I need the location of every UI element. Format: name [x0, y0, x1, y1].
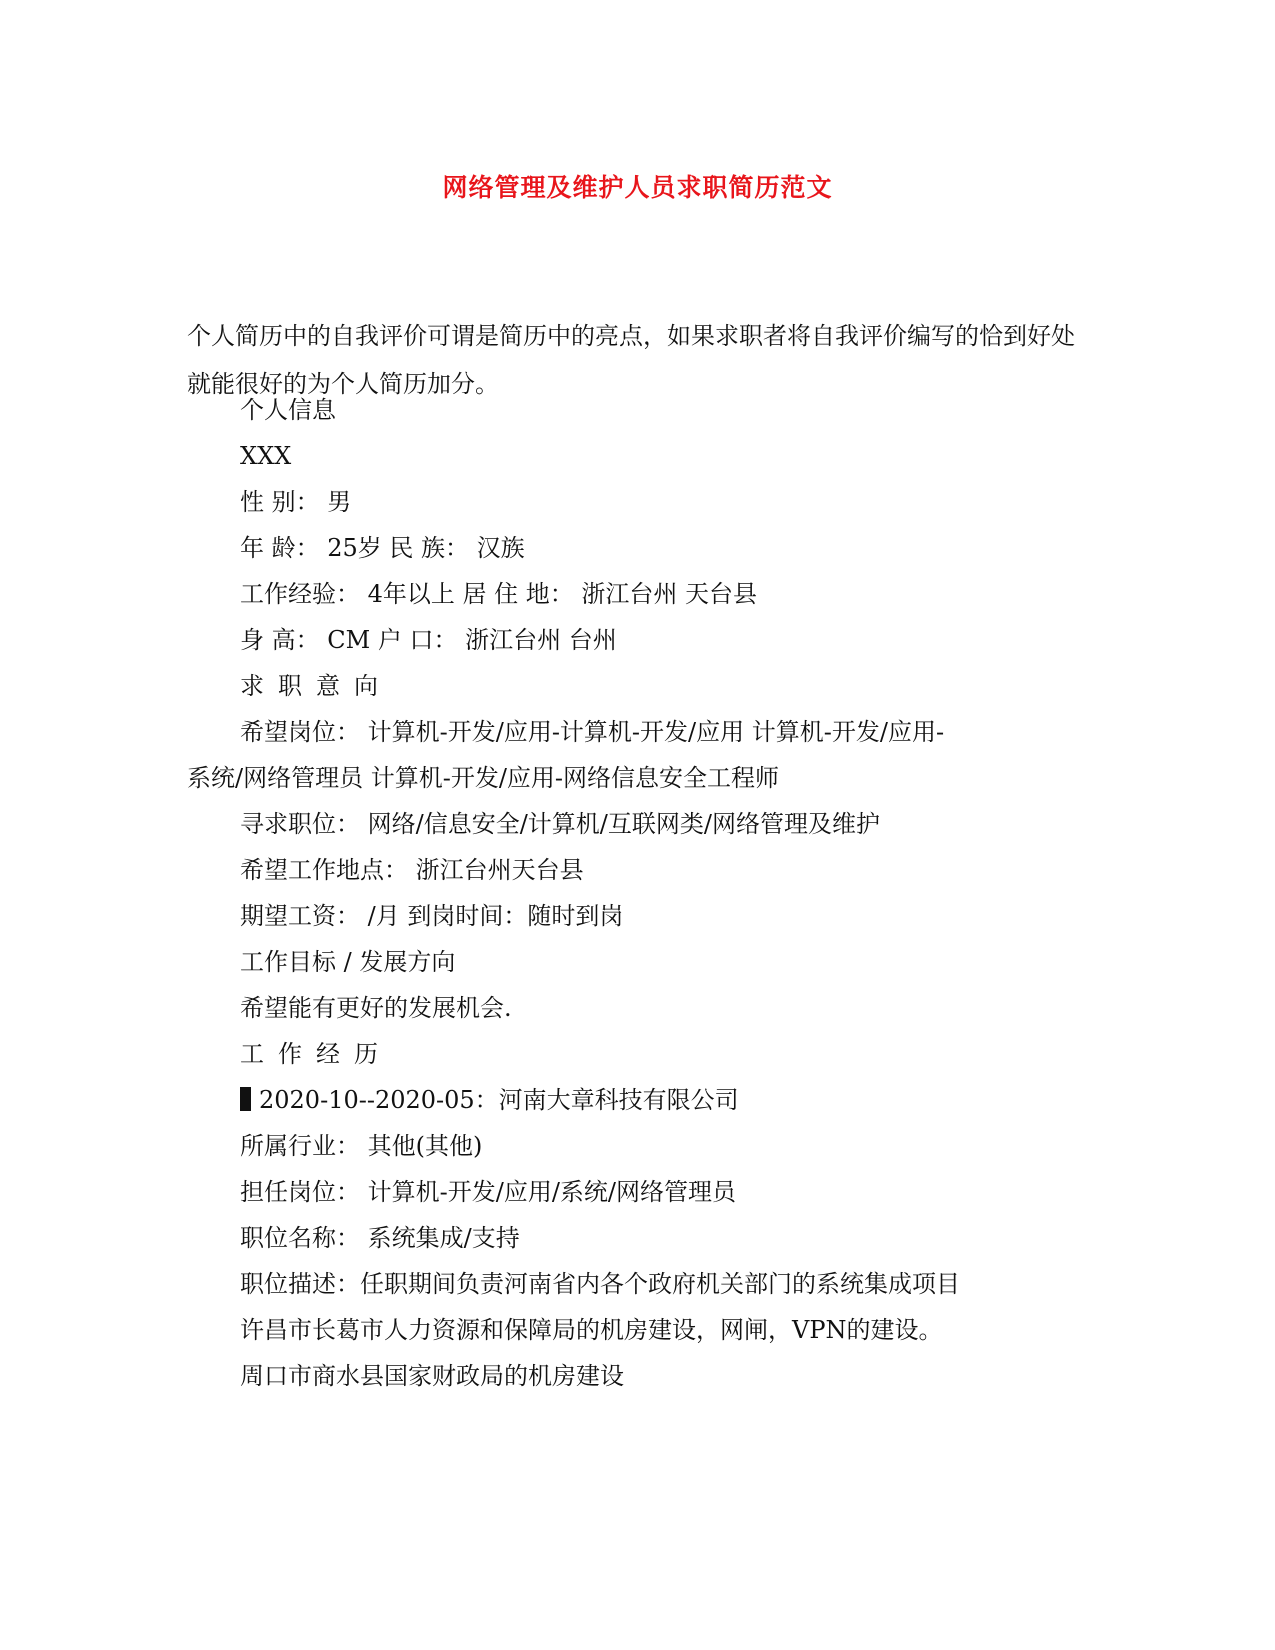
goal-line: 希望能有更好的发展机会.	[240, 994, 512, 1022]
name-line: XXX	[240, 442, 292, 470]
desired-position-line-1: 希望岗位： 计算机-开发/应用-计算机-开发/应用 计算机-开发/应用-	[240, 718, 945, 746]
height-hukou-line: 身 高： CM 户 口： 浙江台州 台州	[240, 626, 617, 654]
project-line-2: 周口市商水县国家财政局的机房建设	[240, 1362, 624, 1390]
desired-location-line: 希望工作地点： 浙江台州天台县	[240, 856, 584, 884]
goal-heading: 工作目标 / 发展方向	[240, 948, 456, 976]
job-period-line	[240, 1084, 739, 1116]
job-intention-heading: 求职意向	[240, 672, 392, 700]
position-name-line: 职位名称： 系统集成/支持	[240, 1224, 520, 1252]
sought-position-line: 寻求职位： 网络/信息安全/计算机/互联网类/网络管理及维护	[240, 810, 880, 838]
project-line-1: 许昌市长葛市人力资源和保障局的机房建设，网闸，VPN的建设。	[240, 1316, 943, 1344]
age-ethnicity-line: 年 龄： 25岁 民 族： 汉族	[240, 534, 525, 562]
personal-info-heading: 个人信息	[240, 396, 336, 424]
gender-line: 性 别： 男	[240, 488, 352, 516]
job-period-text: 2020-10--2020-05：河南大章科技有限公司	[259, 1086, 739, 1114]
intro-paragraph: 个人简历中的自我评价可谓是简历中的亮点，如果求职者将自我评价编写的恰到好处就能很好的为个人简历加分。	[187, 322, 1075, 398]
experience-residence-line: 工作经验： 4年以上 居 住 地： 浙江台州 天台县	[240, 580, 758, 608]
industry-line: 所属行业： 其他(其他)	[240, 1132, 483, 1160]
job-description-line: 职位描述：任职期间负责河南省内各个政府机关部门的系统集成项目	[240, 1270, 960, 1298]
work-experience-heading: 工作经历	[240, 1040, 392, 1068]
bullet-marker-icon	[240, 1087, 251, 1111]
salary-start-line: 期望工资： /月 到岗时间：随时到岗	[240, 902, 624, 930]
document-title: 网络管理及维护人员求职简历范文	[442, 173, 833, 202]
desired-position-line-2: 系统/网络管理员 计算机-开发/应用-网络信息安全工程师	[187, 764, 780, 792]
post-line: 担任岗位： 计算机-开发/应用/系统/网络管理员	[240, 1178, 736, 1206]
